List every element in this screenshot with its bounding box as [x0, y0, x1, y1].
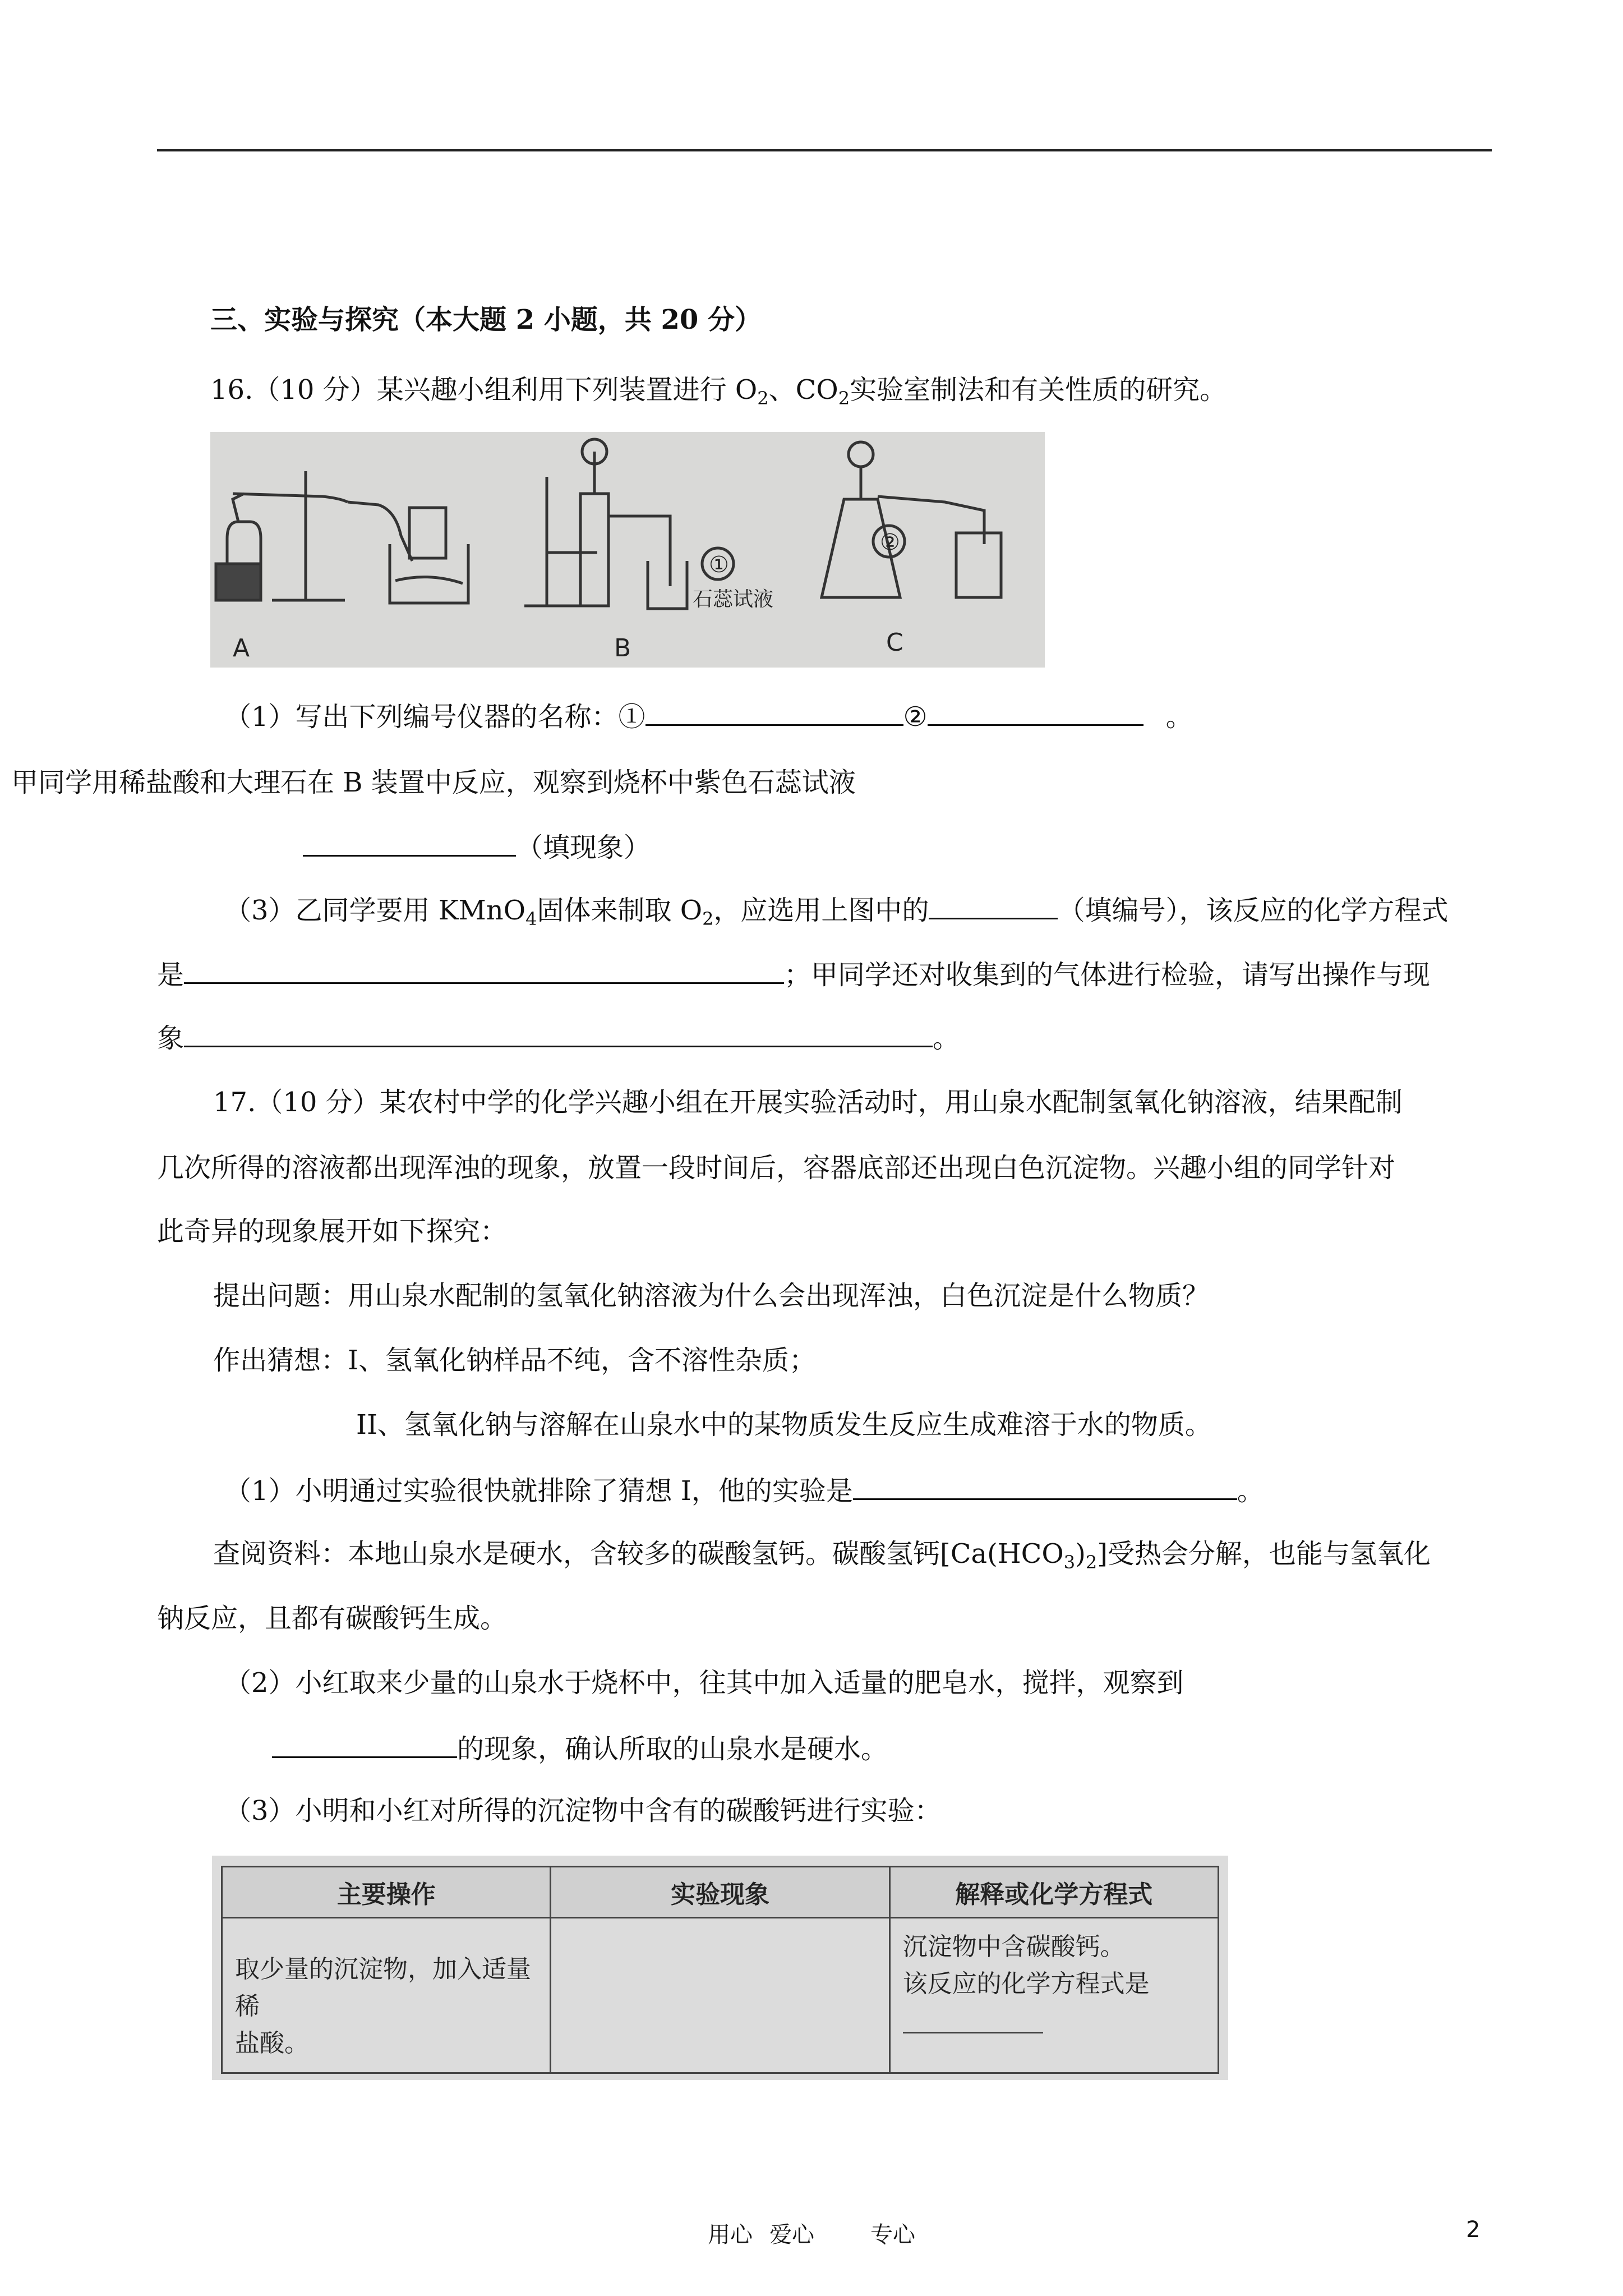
q16-part3-line3	[157, 1020, 960, 1055]
q16-part2-hint: （填现象）	[516, 832, 651, 863]
q17-line2: 几次所得的溶液都出现浑浊的现象，放置一段时间后，容器底部还出现白色沉淀物。兴趣小组的同学针对	[157, 1152, 1396, 1184]
q17-question: 提出问题：用山泉水配制的氢氧化钠溶液为什么会出现浑浊，白色沉淀是什么物质？	[213, 1280, 1210, 1312]
q16-part3-text-a: （3）乙同学要用 KMnO	[224, 895, 526, 926]
answer-blank-7[interactable]	[853, 1473, 1237, 1500]
explanation-line-2: 该反应的化学方程式是	[902, 1970, 1150, 1998]
table-cell-phenomenon[interactable]	[551, 1918, 889, 2073]
q17-info-text-a: 查阅资料：本地山泉水是硬水，含较多的碳酸氢钙。碳酸氢钙[Ca(HCO	[213, 1538, 1064, 1570]
figure-label-a: A	[233, 634, 250, 662]
q16-part1-marker2: ②	[903, 701, 928, 733]
q16-intro-text-b: 、CO	[768, 374, 838, 406]
figure-reagent-label: 石蕊试液	[693, 588, 774, 611]
q17-part2-text-b: 的现象，确认所取的山泉水是硬水。	[457, 1733, 888, 1765]
answer-blank-4[interactable]	[929, 892, 1058, 919]
header-rule	[157, 149, 1492, 151]
q16-part3-text-d: （填编号），该反应的化学方程式	[1058, 895, 1449, 926]
q17-part2-fill	[272, 1731, 888, 1766]
experiment-table	[221, 1866, 1219, 2074]
answer-blank-3[interactable]	[303, 829, 516, 857]
experiment-table-image	[212, 1856, 1228, 2080]
answer-blank-1[interactable]	[645, 698, 903, 726]
q16-part3-sub1: 4	[525, 908, 537, 930]
table-header-row	[222, 1867, 1219, 1918]
q17-info-sub2: 2	[1085, 1552, 1098, 1573]
figure-marker-2: ②	[880, 530, 900, 555]
q17-info	[213, 1537, 1431, 1579]
q16-part1-text: （1）写出下列编号仪器的名称：①	[224, 701, 645, 733]
q17-info2: 钠反应，且都有碳酸钙生成。	[157, 1603, 508, 1634]
table-header-explanation: 解释或化学方程式	[889, 1867, 1218, 1918]
footer-text-2: 爱心	[769, 2222, 814, 2248]
q17-part1-end: 。	[1237, 1475, 1264, 1507]
figure-label-b: B	[614, 634, 631, 662]
answer-blank-9[interactable]	[903, 2003, 1043, 2033]
q16-part3-text-h: 。	[933, 1023, 960, 1054]
footer-text-1: 用心	[708, 2222, 753, 2248]
q16-part1-end: 。	[1165, 701, 1193, 733]
q17-part1	[224, 1473, 1264, 1508]
q17-line3: 此奇异的现象展开如下探究：	[157, 1216, 508, 1247]
apparatus-figure	[210, 432, 1045, 668]
section-title: 三、实验与探究（本大题 2 小题，共 20 分）	[210, 304, 762, 335]
q16-part3-text-g: 象	[157, 1023, 185, 1054]
q17-part1-text: （1）小明通过实验很快就排除了猜想 I，他的实验是	[224, 1475, 853, 1507]
answer-blank-6[interactable]	[184, 1020, 933, 1047]
q16-intro	[210, 373, 1227, 415]
answer-blank-2[interactable]	[928, 698, 1144, 726]
q16-part3-sub2: 2	[702, 908, 714, 930]
answer-blank-5[interactable]	[184, 956, 784, 984]
q17-part3: （3）小明和小红对所得的沉淀物中含有的碳酸钙进行实验：	[224, 1795, 942, 1826]
q17-part2: （2）小红取来少量的山泉水于烧杯中，往其中加入适量的肥皂水，搅拌，观察到	[224, 1667, 1184, 1699]
q16-intro-text-c: 实验室制法和有关性质的研究。	[850, 374, 1227, 406]
q16-intro-text-a: 16.（10 分）某兴趣小组利用下列装置进行 O	[210, 374, 758, 406]
apparatus-drawing	[210, 432, 1045, 668]
q16-part3-text-b: 固体来制取 O	[537, 895, 703, 926]
q17-guess2: II、氢氧化钠与溶解在山泉水中的某物质发生反应生成难溶于水的物质。	[356, 1409, 1212, 1441]
q16-intro-sub1: 2	[757, 388, 769, 409]
table-row	[222, 1918, 1219, 2073]
explanation-line-1: 沉淀物中含碳酸钙。	[902, 1932, 1125, 1961]
figure-label-c: C	[886, 628, 903, 657]
q17-line1: 17.（10 分）某农村中学的化学兴趣小组在开展实验活动时，用山泉水配制氢氧化钠溶液，结果配制	[213, 1087, 1403, 1118]
q17-info-text-b: )	[1075, 1538, 1086, 1570]
q16-part3	[224, 892, 1448, 936]
q16-part2-fill	[303, 829, 651, 864]
table-header-operation: 主要操作	[222, 1867, 551, 1918]
q16-part3-text-e: 是	[157, 959, 185, 991]
q16-intro-sub2: 2	[838, 388, 850, 409]
q17-guess1: 作出猜想：I、氢氧化钠样品不纯，含不溶性杂质；	[213, 1345, 816, 1376]
q17-info-text-c: ]受热会分解，也能与氢氧化	[1097, 1538, 1431, 1570]
table-header-phenomenon: 实验现象	[551, 1867, 889, 1918]
footer-text-3: 专心	[870, 2222, 915, 2248]
figure-marker-1: ①	[709, 552, 729, 578]
q16-part1	[224, 698, 1193, 734]
operation-line-1: 取少量的沉淀物，加入适量稀	[235, 1955, 531, 2021]
q16-part3-text-c: ，应选用上图中的	[713, 895, 929, 926]
table-cell-explanation	[889, 1918, 1218, 2073]
answer-blank-8[interactable]	[272, 1731, 457, 1758]
q16-part3-text-f: ；甲同学还对收集到的气体进行检验，请写出操作与现	[784, 959, 1431, 991]
q16-part2: 甲同学用稀盐酸和大理石在 B 装置中反应，观察到烧杯中紫色石蕊试液	[11, 767, 856, 798]
q17-info-sub1: 3	[1063, 1552, 1076, 1573]
q16-part3-line2	[157, 956, 1430, 992]
page-number: 2	[1466, 2217, 1481, 2243]
table-cell-operation	[222, 1918, 551, 2073]
operation-line-2: 盐酸。	[235, 2029, 309, 2058]
